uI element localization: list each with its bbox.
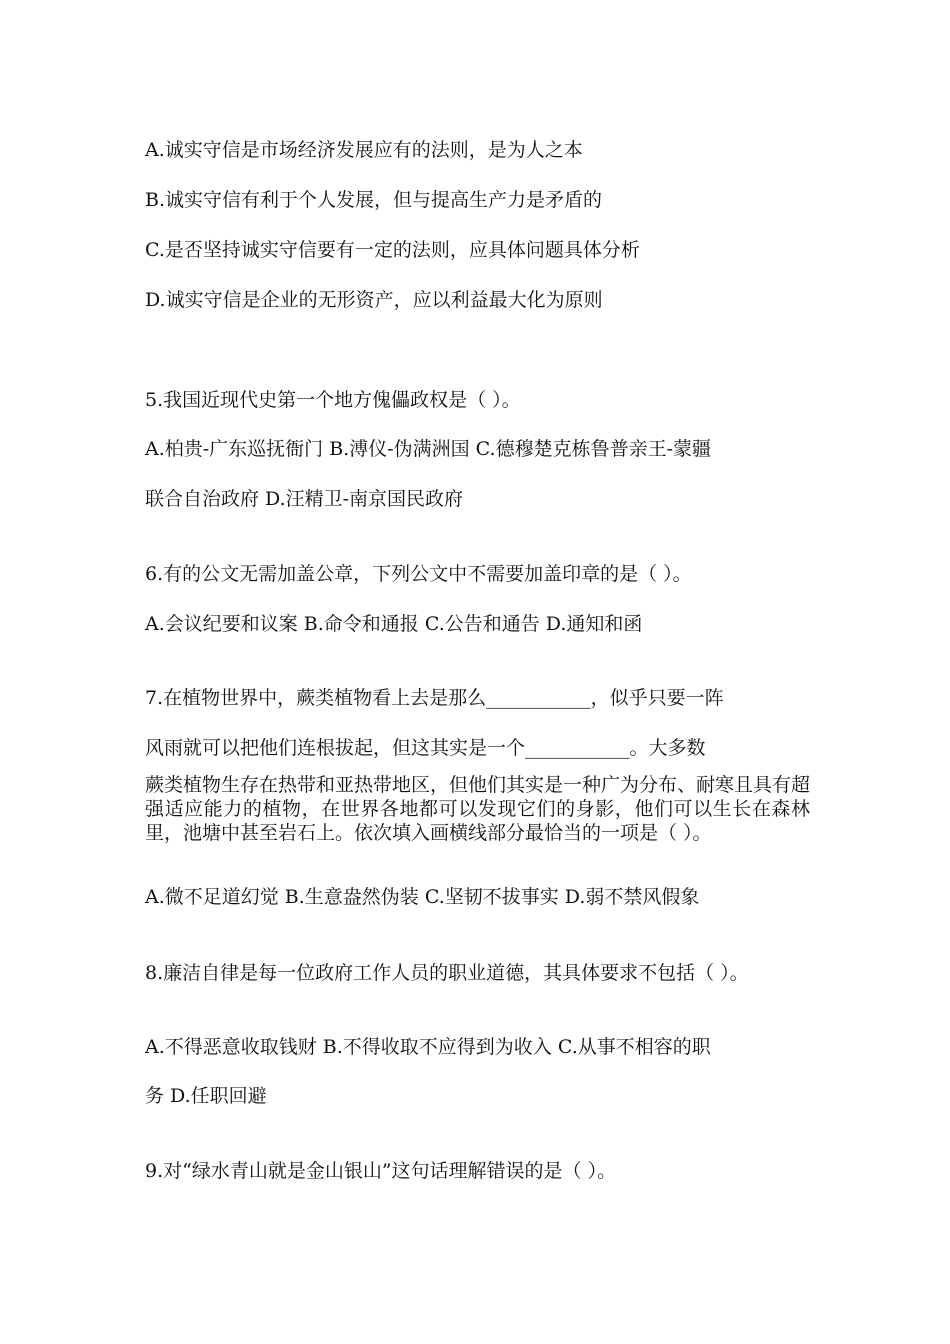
q9-stem: 9.对“绿水青山就是金山银山”这句话理解错误的是（ ）。 [145,1160,617,1182]
q5-stem: 5.我国近现代史第一个地方傀儡政权是（ ）。 [145,389,521,411]
q5-options-line1: A.柏贵-广东巡抚衙门 B.溥仪-伪满洲国 C.德穆楚克栋鲁普亲王-蒙疆 [145,438,712,460]
q7-stem-line1: 7.在植物世界中，蕨类植物看上去是那么___________，似乎只要一阵 [145,687,724,709]
q4-option-a: A.诚实守信是市场经济发展应有的法则，是为人之本 [145,139,583,161]
q5-options-line2: 联合自治政府 D.汪精卫-南京国民政府 [145,488,464,510]
q8-options-line1: A.不得恶意收取钱财 B.不得收取不应得到为收入 C.从事不相容的职 [145,1036,711,1058]
q4-option-d: D.诚实守信是企业的无形资产，应以利益最大化为原则 [145,289,603,311]
q4-option-c: C.是否坚持诚实守信要有一定的法则，应具体问题具体分析 [145,239,640,261]
q4-option-b: B.诚实守信有利于个人发展，但与提高生产力是矛盾的 [145,189,603,211]
q7-stem-paragraph: 蕨类植物生存在热带和亚热带地区，但他们其实是一种广为分布、耐寒且具有超强适应能力的植物，在世界各地都可以发现它们的身影，他们可以生长在森林里，池塘中甚至岩石上。依次填入画横线部分最恰当的一项是（ ）。 [145,774,811,844]
q8-options-line2: 务 D.任职回避 [145,1085,267,1107]
q7-options: A.微不足道幻觉 B.生意盎然伪装 C.坚韧不拔事实 D.弱不禁风假象 [145,886,700,908]
q6-options: A.会议纪要和议案 B.命令和通报 C.公告和通告 D.通知和函 [145,613,643,635]
q8-stem: 8.廉洁自律是每一位政府工作人员的职业道德，其具体要求不包括（ ）。 [145,962,749,984]
q7-stem-line2: 风雨就可以把他们连根拔起，但这其实是一个___________。大多数 [145,737,706,759]
q6-stem: 6.有的公文无需加盖公章，下列公文中不需要加盖印章的是（ ）。 [145,563,692,585]
